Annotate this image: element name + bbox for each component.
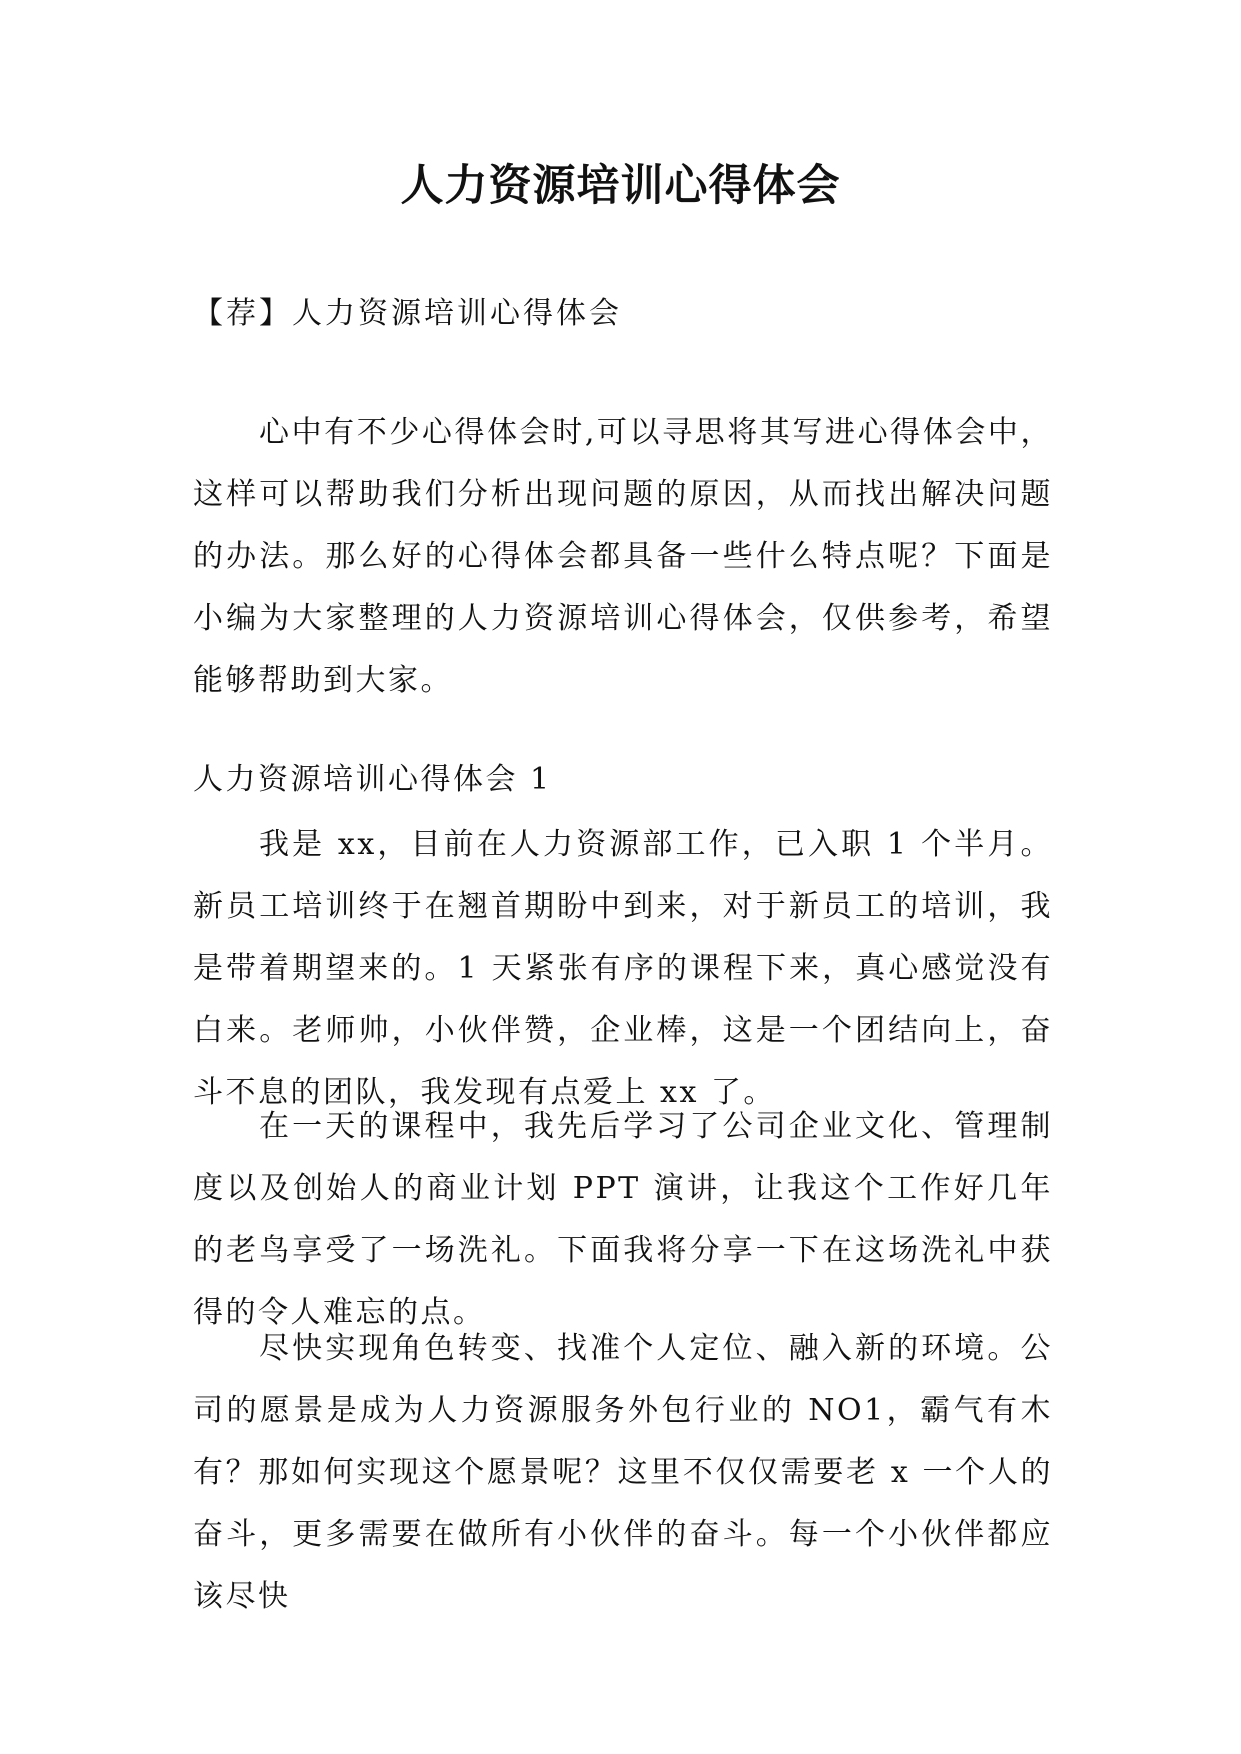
body-paragraph-3: 尽快实现角色转变、找准个人定位、融入新的环境。公司的愿景是成为人力资源服务外包行业的 NO1，霸气有木有？那如何实现这个愿景呢？这里不仅仅需要老 x 一个人的奋斗，更多需要在做所有小伙伴的奋斗。每一个小伙伴都应该尽快: [193, 1331, 1053, 1614]
section-heading: 人力资源培训心得体会 1: [193, 762, 552, 797]
document-subtitle: 【荐】人力资源培训心得体会: [193, 296, 622, 331]
body-paragraph-2: 在一天的课程中，我先后学习了公司企业文化、管理制度以及创始人的商业计划 PPT 演讲，让我这个工作好几年的老鸟享受了一场洗礼。下面我将分享一下在这场洗礼中获得的令人难忘的点。: [193, 1109, 1053, 1330]
document-title: 人力资源培训心得体会: [400, 161, 841, 211]
body-paragraph-1: 我是 xx，目前在人力资源部工作，已入职 1 个半月。新员工培训终于在翘首期盼中到来，对于新员工的培训，我是带着期望来的。1 天紧张有序的课程下来，真心感觉没有白来。老师帅，小伙伴赞，企业棒，这是一个团结向上，奋斗不息的团队，我发现有点爱上 xx 了。: [193, 827, 1053, 1110]
intro-paragraph: 心中有不少心得体会时,可以寻思将其写进心得体会中，这样可以帮助我们分析出现问题的原因，从而找出解决问题的办法。那么好的心得体会都具备一些什么特点呢？下面是小编为大家整理的人力资源培训心得体会，仅供参考，希望能够帮助到大家。: [193, 415, 1053, 698]
